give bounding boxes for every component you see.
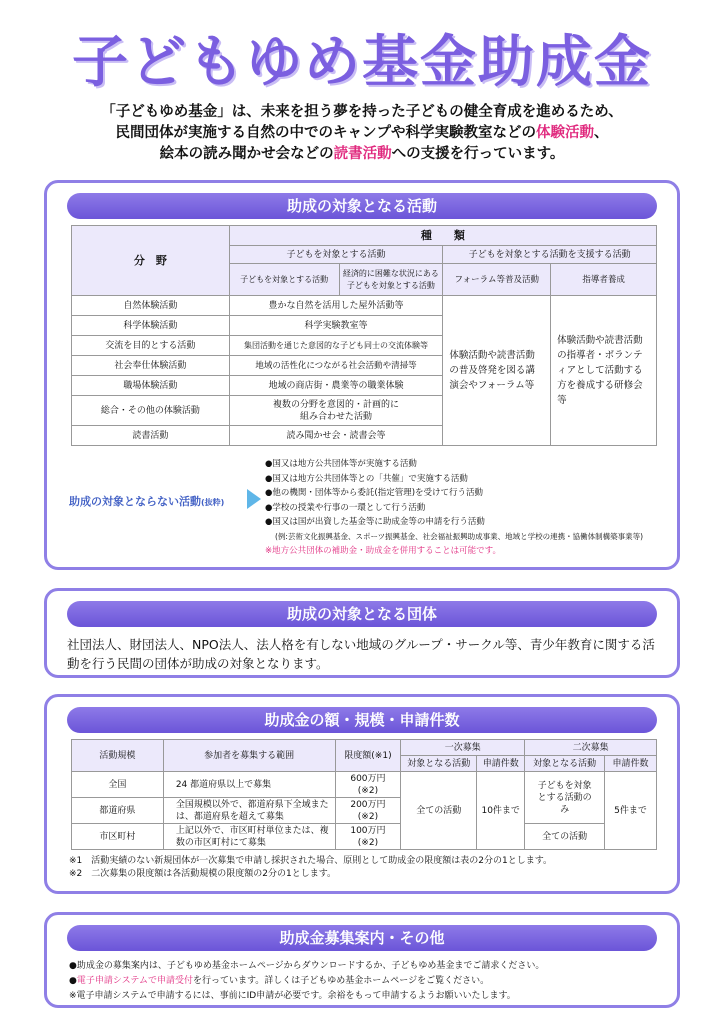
- limit-value: 600万円: [350, 773, 386, 784]
- field-cell: 総合・その他の体験活動: [72, 396, 230, 426]
- h-second: 二次募集: [525, 740, 657, 756]
- intro-line-3: [40, 144, 684, 165]
- amount-heading: 助成金の額・規模・申請件数: [67, 707, 657, 733]
- arrow-right-icon: [247, 489, 261, 509]
- first-count-cell: 10件まで: [477, 772, 525, 850]
- h-scale: 活動規模: [72, 740, 164, 772]
- amount-notes: [69, 855, 552, 881]
- forum-desc: 体験活動や読書活動の普及啓発を図る講演会やフォーラム等: [443, 296, 551, 446]
- e-application-link[interactable]: 電子申請システムで申請受付: [76, 976, 193, 986]
- not-eligible-label: [69, 493, 224, 509]
- col-field: 分 野: [72, 226, 230, 296]
- field-cell: 読書活動: [72, 426, 230, 446]
- not-eligible-title: 助成の対象とならない活動: [69, 495, 201, 508]
- col-support: 子どもを対象とする活動を支援する活動: [443, 246, 657, 264]
- amount-section: [44, 694, 680, 894]
- groups-heading: 助成の対象となる団体: [67, 601, 657, 627]
- h-limit: 限度額(※1): [335, 740, 401, 772]
- list-item: ●他の機関・団体等から委託(指定管理)を受けて行う活動: [265, 488, 484, 498]
- limit-cell: [335, 798, 401, 824]
- limit-note: (※2): [357, 785, 379, 796]
- intro-line-2c: 、: [594, 125, 609, 141]
- limit-value: 100万円: [350, 825, 386, 836]
- leader-desc: 体験活動や読書活動の指導者・ボランティアとして活動する方を養成する研修会等: [551, 296, 657, 446]
- range-cell: 上記以外で、市区町村単位または、複数の市区町村にて募集: [163, 824, 335, 850]
- field-cell: 自然体験活動: [72, 296, 230, 316]
- not-eligible-note: ※地方公共団体の補助金・助成金を併用することは可能です。: [265, 546, 501, 556]
- list-item: ●国又は地方公共団体等との「共催」で実施する活動: [265, 473, 468, 484]
- h-second-count: 申請件数: [605, 756, 657, 772]
- groups-text: 社団法人、財団法人、NPO法人、法人格を有しない地域のグループ・サークル等、青少年教育に関する活動を行う民間の団体が助成の対象となります。: [67, 637, 655, 671]
- limit-value: 200万円: [350, 799, 386, 810]
- scale-cell: 都道府県: [72, 798, 164, 824]
- activities-table: [71, 225, 657, 446]
- intro-highlight-experience: 体験活動: [536, 125, 594, 141]
- intro-text: [40, 102, 684, 165]
- desc-cell: 豊かな自然を活用した屋外活動等: [229, 296, 443, 316]
- col-child: 子どもを対象とする活動: [229, 246, 443, 264]
- h-first-target: 対象となる活動: [401, 756, 477, 772]
- h-first-count: 申請件数: [477, 756, 525, 772]
- note-2: ※2 二次募集の限度額は各活動規模の限度額の2分の1とします。: [69, 869, 337, 879]
- desc-cell: 集団活動を通じた意図的な子ども同士の交流体験等: [229, 336, 443, 356]
- field-cell: 科学体験活動: [72, 316, 230, 336]
- sub-poverty: 経済的に困難な状況にある子どもを対象とする活動: [339, 264, 443, 296]
- second-target-top: 子どもを対象とする活動のみ: [525, 772, 605, 824]
- list-item: ●国又は国が出資した基金等に助成金等の申請を行う活動: [265, 517, 485, 527]
- info-line-1: ●助成金の募集案内は、子どもゆめ基金ホームページからダウンロードするか、子どもゆめ基金までご請求ください。: [69, 961, 545, 971]
- groups-section: [44, 588, 680, 678]
- second-count-cell: 5件まで: [605, 772, 657, 850]
- range-cell: 24 都道府県以上で募集: [163, 772, 335, 798]
- h-second-target: 対象となる活動: [525, 756, 605, 772]
- amount-table: [71, 739, 657, 850]
- first-target-cell: 全ての活動: [401, 772, 477, 850]
- field-cell: 交流を目的とする活動: [72, 336, 230, 356]
- sub-leader: 指導者養成: [551, 264, 657, 296]
- limit-cell: [335, 824, 401, 850]
- list-item: ●国又は地方公共団体等が実施する活動: [265, 459, 417, 469]
- intro-line-2: [40, 123, 684, 144]
- not-eligible-example: (例:芸術文化振興基金、スポーツ振興基金、社会福祉振興助成事業、地域と学校の連携・協働体制構築事業等): [275, 531, 644, 541]
- info-line-2: [69, 974, 544, 989]
- info-line-3: ※電子申請システムで申請するには、事前にID申請が必要です。余裕をもって申請するようお願いいたします。: [69, 991, 516, 1001]
- desc-cell: 地域の商店街・農業等の職業体験: [229, 376, 443, 396]
- intro-highlight-reading: 読書活動: [333, 146, 392, 162]
- sub-forum: フォーラム等普及活動: [443, 264, 551, 296]
- h-first: 一次募集: [401, 740, 525, 756]
- limit-note: (※2): [357, 811, 379, 822]
- info-section: [44, 912, 680, 1008]
- desc-cell: 地域の活性化につながる社会活動や清掃等: [229, 356, 443, 376]
- limit-cell: [335, 772, 401, 798]
- info-bullet: ●: [69, 976, 77, 986]
- not-eligible-list: [265, 457, 665, 559]
- activities-section: [44, 180, 680, 570]
- intro-line-1: 「子どもゆめ基金」は、未来を担う夢を持った子どもの健全育成を進めるため、: [101, 104, 623, 120]
- intro-line-3a: 絵本の読み聞かせ会などの: [159, 146, 334, 162]
- not-eligible-excerpt: (抜粋): [201, 498, 225, 507]
- intro-line-3c: への支援を行っています。: [391, 146, 565, 162]
- field-cell: 社会奉仕体験活動: [72, 356, 230, 376]
- info-text: [69, 959, 544, 1004]
- desc-cell: 科学実験教室等: [229, 316, 443, 336]
- page-title: 子どもゆめ基金助成金: [72, 30, 652, 95]
- range-cell: 全国規模以外で、都道府県下全域または、都道府県を超えて募集: [163, 798, 335, 824]
- scale-cell: 全国: [72, 772, 164, 798]
- second-target-bottom: 全ての活動: [525, 824, 605, 850]
- sub-child: 子どもを対象とする活動: [229, 264, 339, 296]
- info-line-2c: を行っています。詳しくは子どもゆめ基金ホームページをご覧ください。: [192, 976, 490, 986]
- info-heading: 助成金募集案内・その他: [67, 925, 657, 951]
- scale-cell: 市区町村: [72, 824, 164, 850]
- note-1: ※1 活動実績のない新規団体が一次募集で申請し採択された場合、原則として助成金の限度額は表の2分の1とします。: [69, 856, 553, 866]
- desc-cell: 複数の分野を意図的・計画的に組み合わせた活動: [229, 396, 443, 426]
- list-item: ●学校の授業や行事の一環として行う活動: [265, 502, 426, 513]
- desc-cell: 読み聞かせ会・読書会等: [229, 426, 443, 446]
- limit-note: (※2): [357, 837, 379, 848]
- intro-line-2a: 民間団体が実施する自然の中でのキャンプや科学実験教室などの: [115, 125, 536, 141]
- field-cell: 職場体験活動: [72, 376, 230, 396]
- activities-heading: 助成の対象となる活動: [67, 193, 657, 219]
- h-range: 参加者を募集する範囲: [163, 740, 335, 772]
- col-type: 種 類: [229, 226, 656, 246]
